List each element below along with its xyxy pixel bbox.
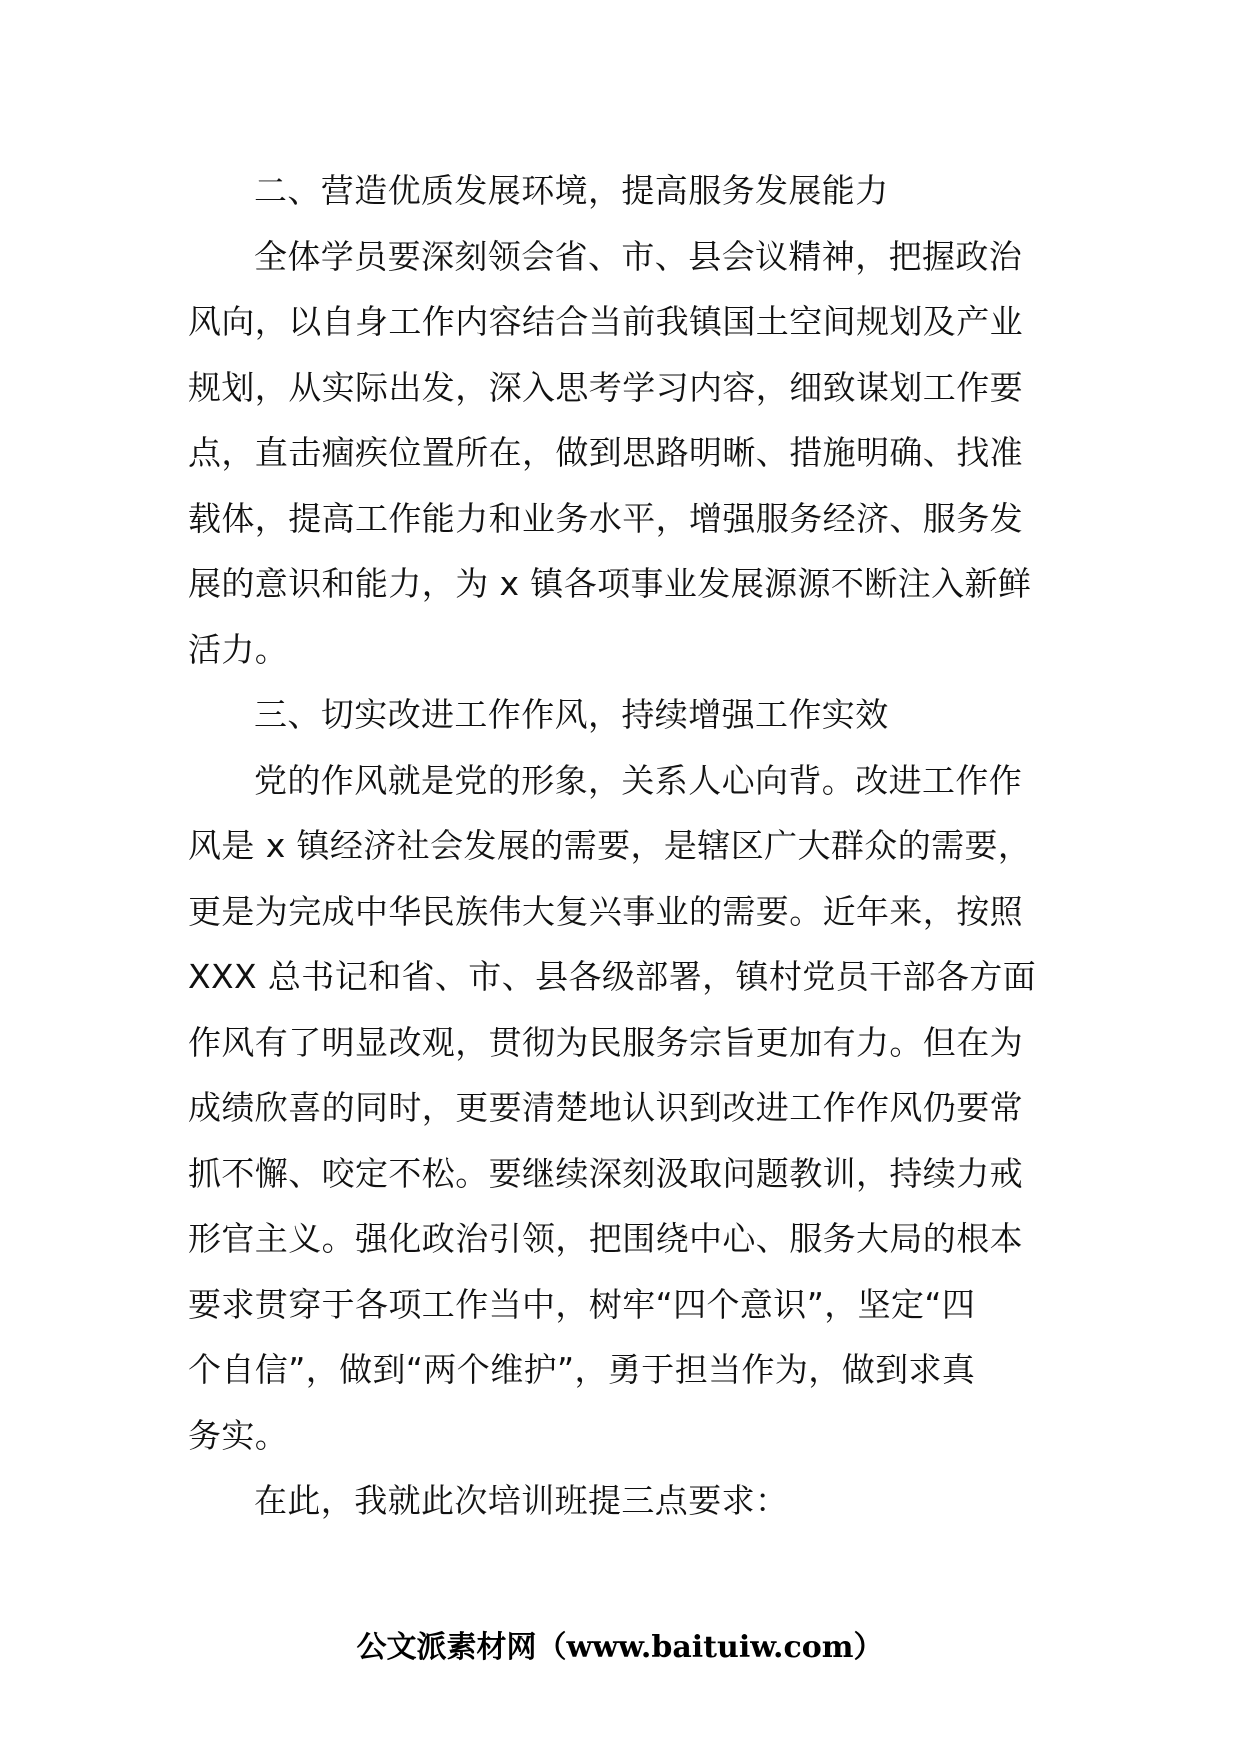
section-paragraph <box>188 748 1048 1469</box>
paragraph-line: 展的意识和能力，为 x 镇各项事业发展源源不断注入新鲜 <box>188 564 1032 603</box>
paragraph-line: 要求贯穿于各项工作当中，树牢“四个意识”，坚定“四 <box>188 1284 976 1324</box>
paragraph-line: 作风有了明显改观，贯彻为民服务宗旨更加有力。但在为 <box>188 1022 1023 1062</box>
section-paragraph <box>188 224 1048 683</box>
paragraph-line: 活力。 <box>188 629 289 669</box>
paragraph-line: 形官主义。强化政治引领，把围绕中心、服务大局的根本 <box>188 1219 1023 1258</box>
paragraph-line: XXX 总书记和省、市、县各级部署，镇村党员干部各方面 <box>188 957 1037 996</box>
section-heading: 二、营造优质发展环境，提高服务发展能力 <box>254 171 889 210</box>
paragraph-line: 风向，以自身工作内容结合当前我镇国土空间规划及产业 <box>188 302 1023 341</box>
paragraph-line: 全体学员要深刻领会省、市、县会议精神，把握政治 <box>254 236 1023 276</box>
paragraph-line: 载体，提高工作能力和业务水平，增强服务经济、服务发 <box>188 498 1023 538</box>
paragraph-line: 个自信”，做到“两个维护”，勇于担当作为，做到求真 <box>188 1350 976 1389</box>
paragraph-line: 务实。 <box>188 1415 289 1455</box>
footer-watermark-text: 公文派素材网（www.baituiw.com） <box>356 1630 884 1665</box>
paragraph-line: 风是 x 镇经济社会发展的需要，是辖区广大群众的需要， <box>188 826 1032 865</box>
paragraph-line: 党的作风就是党的形象，关系人心向背。改进工作作 <box>254 760 1023 800</box>
section-heading: 三、切实改进工作作风，持续增强工作实效 <box>254 695 889 734</box>
document-body <box>188 158 1048 1534</box>
closing-line: 在此，我就此次培训班提三点要求： <box>254 1481 789 1520</box>
paragraph-line: 抓不懈、咬定不松。要继续深刻汲取问题教训，持续力戒 <box>188 1153 1023 1193</box>
paragraph-line: 规划，从实际出发，深入思考学习内容，细致谋划工作要 <box>188 367 1023 407</box>
paragraph-line: 更是为完成中华民族伟大复兴事业的需要。近年来，按照 <box>188 891 1023 931</box>
paragraph-line: 成绩欣喜的同时，更要清楚地认识到改进工作作风仍要常 <box>188 1088 1023 1127</box>
paragraph-line: 点，直击痼疾位置所在，做到思路明晰、措施明确、找准 <box>188 433 1023 472</box>
